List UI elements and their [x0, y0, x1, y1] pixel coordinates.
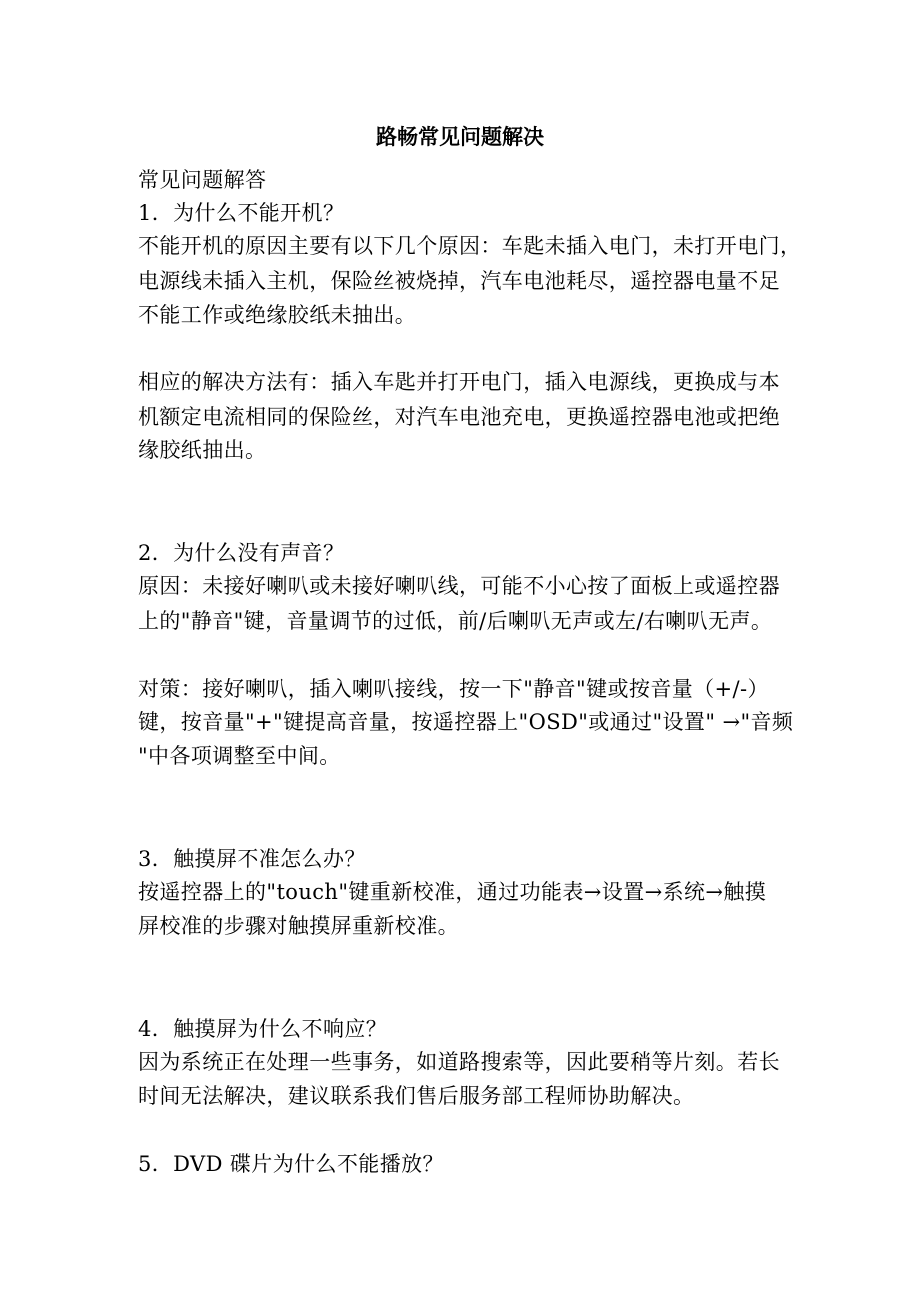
q1-cause-line: 不能开机的原因主要有以下几个原因：车匙未插入电门，未打开电门，: [138, 234, 802, 258]
q1-solution-line: 相应的解决方法有：插入车匙并打开电门，插入电源线，更换成与本: [138, 370, 780, 394]
q1-solution-line: 缘胶纸抽出。: [138, 438, 267, 462]
question-3: 3．触摸屏不准怎么办？: [138, 847, 366, 871]
document-title: 路畅常见问题解决: [376, 124, 544, 149]
q4-answer-line: 因为系统正在处理一些事务，如道路搜索等，因此要稍等片刻。若长: [138, 1050, 780, 1074]
question-5: 5．DVD 碟片为什么不能播放？: [138, 1152, 444, 1176]
q2-cause-line: 原因：未接好喇叭或未接好喇叭线，可能不小心按了面板上或遥控器: [138, 574, 780, 598]
q1-cause-line: 不能工作或绝缘胶纸未抽出。: [138, 303, 417, 327]
q4-answer-line: 时间无法解决，建议联系我们售后服务部工程师协助解决。: [138, 1084, 695, 1108]
q2-solution-line: 对策：接好喇叭，插入喇叭接线，按一下"静音"键或按音量（+/-）: [138, 677, 769, 701]
q2-solution-line: 键，按音量"+"键提高音量，按遥控器上"OSD"或通过"设置" →"音频: [138, 710, 794, 734]
q2-solution-line: "中各项调整至中间。: [138, 744, 341, 768]
section-heading: 常见问题解答: [138, 168, 267, 192]
q2-cause-line: 上的"静音"键，音量调节的过低，前/后喇叭无声或左/右喇叭无声。: [138, 609, 773, 633]
question-2: 2．为什么没有声音？: [138, 541, 345, 565]
question-1: 1．为什么不能开机？: [138, 201, 345, 225]
q1-solution-line: 机额定电流相同的保险丝，对汽车电池充电，更换遥控器电池或把绝: [138, 405, 780, 429]
q3-answer-line: 屏校准的步骤对触摸屏重新校准。: [138, 914, 459, 938]
q3-answer-line: 按遥控器上的"touch"键重新校准，通过功能表→设置→系统→触摸: [138, 880, 767, 904]
question-4: 4．触摸屏为什么不响应？: [138, 1017, 388, 1041]
q1-cause-line: 电源线未插入主机，保险丝被烧掉，汽车电池耗尽，遥控器电量不足: [138, 269, 780, 293]
